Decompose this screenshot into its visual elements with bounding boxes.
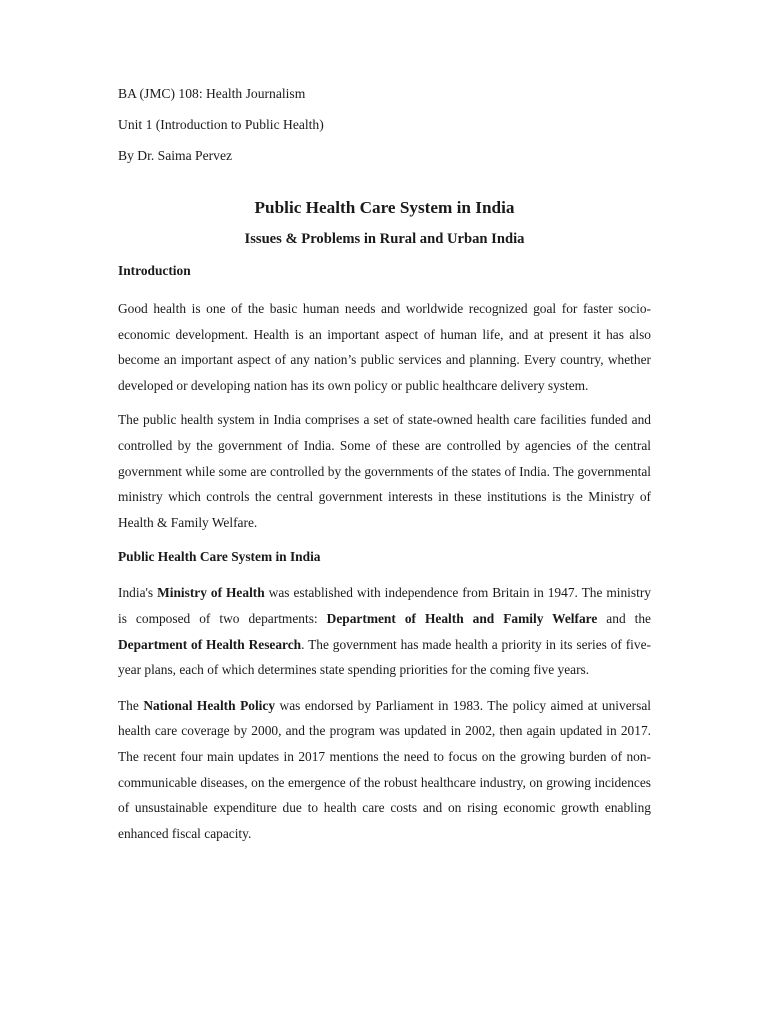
policy-text-2: was endorsed by Parliament in 1983. The policy aimed at universal health care coverage by 2000, and the program was updated in 2002, then again updated in 2017. The recent four main updates in 2017 mentions the need to focus on the growing burden of non-communicable diseases, on the emergence of the robust healthcare industry, on growing incidences of unsustainable expenditure due to health care costs and on rising economic growth enabling enhanced fiscal capacity. [118, 697, 651, 841]
introduction-paragraph-1: Good health is one of the basic human needs and worldwide recognized goal for faster socio-economic development. Health is an important aspect of human life, and at present it has also become an important aspect of any nation’s public services and planning. Every country, whether developed or developing nation has its own policy or public healthcare delivery system. [118, 301, 651, 393]
document-subtitle: Issues & Problems in Rural and Urban India [244, 231, 525, 247]
system-section-heading: Public Health Care System in India [118, 549, 321, 565]
ministry-paragraph [118, 580, 651, 682]
document-title: Public Health Care System in India [254, 198, 515, 217]
ministry-text-3: and the [597, 610, 651, 626]
national-health-policy-term: National Health Policy [143, 697, 276, 713]
ministry-text-1: India's [118, 585, 158, 601]
introduction-paragraph-2: The public health system in India comprises a set of state-owned health care facilities funded and controlled by the government of India. Some of these are controlled by agencies of the central government while some are controlled by the governments of the states of India. The governmental ministry which controls the central government interests in these institutions is the Ministry of Health & Family Welfare. [118, 412, 651, 530]
policy-paragraph [118, 693, 651, 847]
ministry-text-4: . The government has made health a priority in its series of five-year plans, each of which determines state spending priorities for the coming five years. [118, 636, 651, 678]
author-line: By Dr. Saima Pervez [118, 148, 233, 163]
unit-line: Unit 1 (Introduction to Public Health) [118, 117, 324, 132]
dept-health-research-term: Department of Health Research [118, 636, 302, 652]
dept-health-family-welfare-term: Department of Health and Family Welfare [326, 610, 598, 626]
course-line: BA (JMC) 108: Health Journalism [118, 86, 306, 101]
document-page [118, 84, 651, 846]
introduction-heading: Introduction [118, 263, 191, 278]
ministry-of-health-term: Ministry of Health [157, 585, 265, 601]
ministry-text-2: was established with independence from Britain in 1947. The ministry is composed of two departments: [118, 585, 651, 626]
policy-text-1: The [118, 697, 144, 713]
